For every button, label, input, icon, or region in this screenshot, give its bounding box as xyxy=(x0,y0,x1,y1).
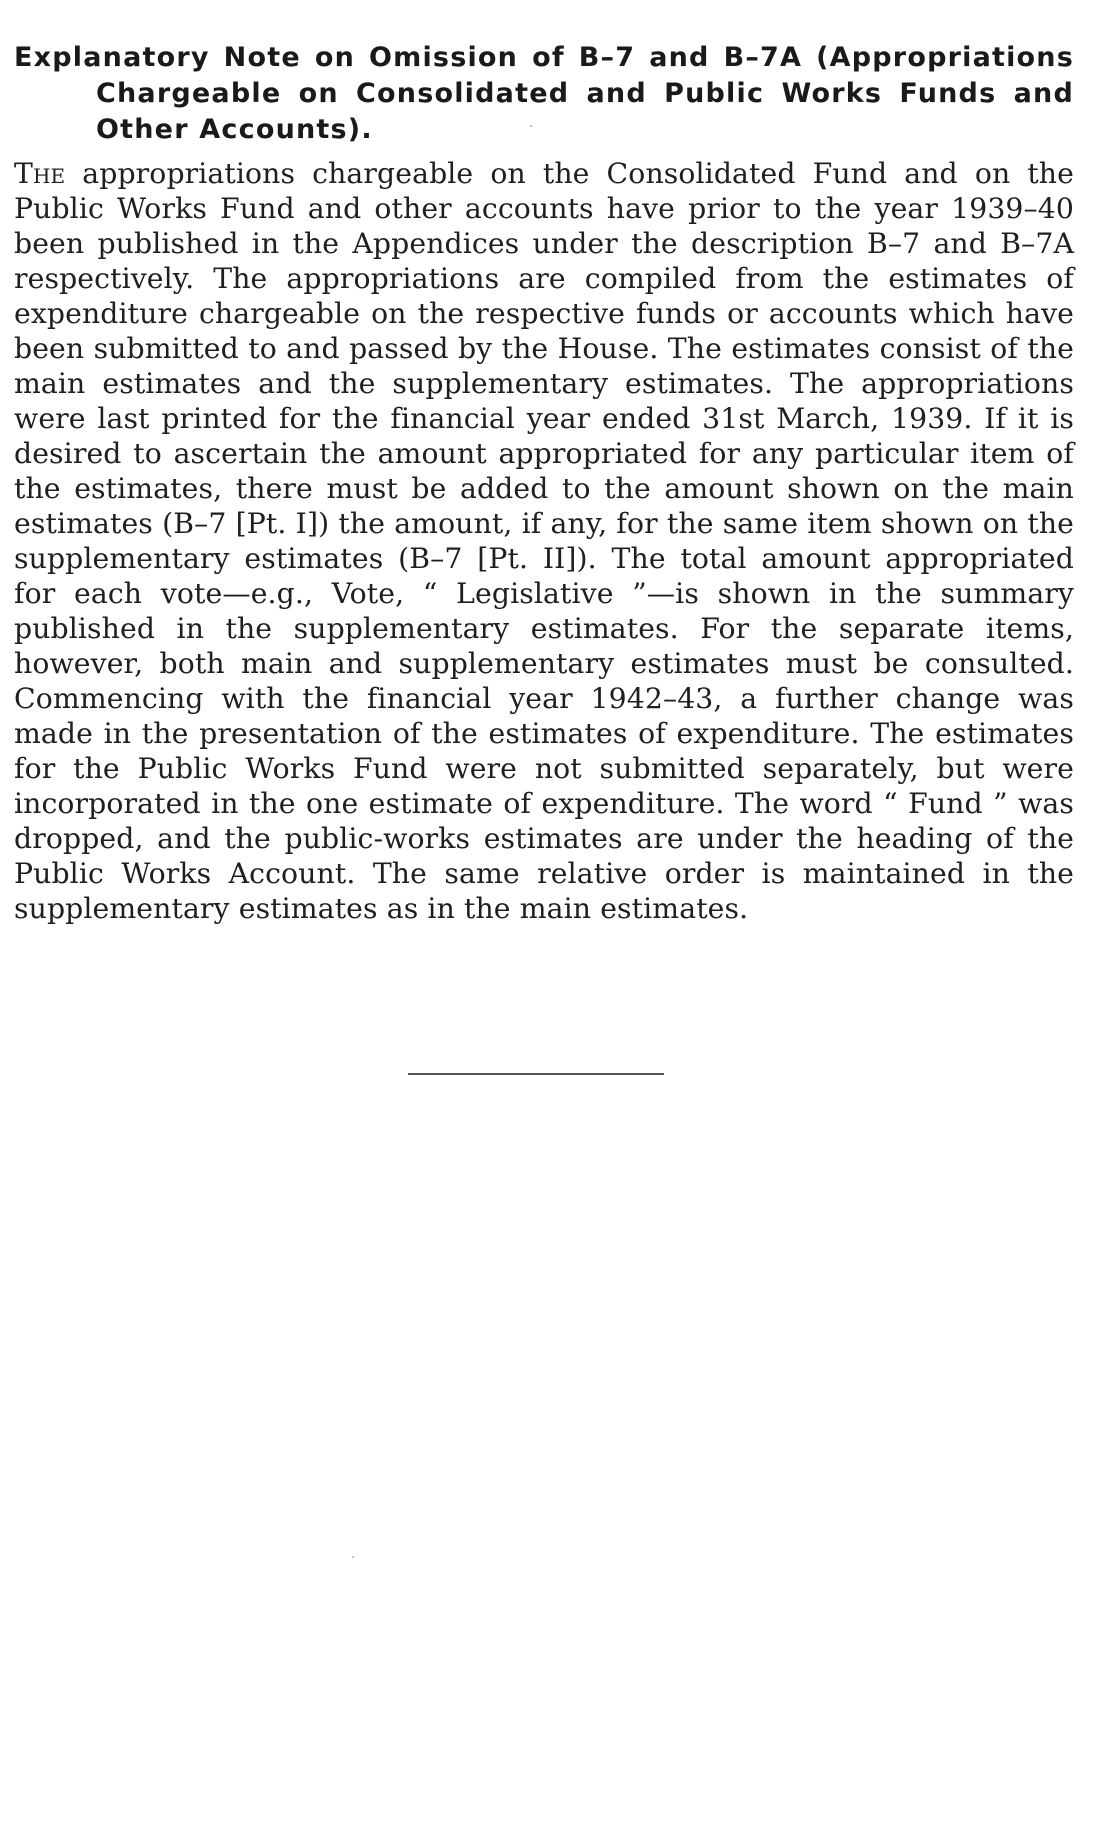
scan-speck xyxy=(530,125,532,127)
section-divider xyxy=(408,1073,664,1075)
scan-speck xyxy=(352,1556,354,1558)
body-paragraph xyxy=(14,156,1074,926)
document-heading: Explanatory Note on Omission of B–7 and B–7A (Appropriations Chargeable on Consolidated and Public Works Funds and Other Accounts). xyxy=(14,42,1074,145)
body-lead-word: The xyxy=(14,157,66,190)
body-text: appropriations chargeable on the Consolidated Fund and on the Public Works Fund and other accounts have prior to the year 1939–40 been published in the Appendices under the description B–7 and B–7A respectively. The appropriations are compiled from the estimates of expenditure chargeable on the respective funds or accounts which have been submitted to and passed by the House. The estimates consist of the main estimates and the supplementary estimates. The appropriations were last printed for the financial year ended 31st March, 1939. If it is desired to ascertain the amount appropriated for any particular item of the estimates, there must be added to the amount shown on the main estimates (B–7 [Pt. I]) the amount, if any, for the same item shown on the supplementary estimates (B–7 [Pt. II]). The total amount appropriated for each vote—e.g., Vote, “ Legislative ”—is shown in the summary published in the supplementary estimates. For the separate items, however, both main and supplementary estimates must be consulted. Commencing with the financial year 1942–43, a further change was made in the presentation of the estimates of expenditure. The estimates for the Public Works Fund were not submitted separately, but were incorporated in the one estimate of expenditure. The word “ Fund ” was dropped, and the public-works estimates are under the heading of the Public Works Account. The same relative order is maintained in the supplementary estimates as in the main estimates. xyxy=(14,157,1074,925)
document-page xyxy=(14,40,1074,926)
